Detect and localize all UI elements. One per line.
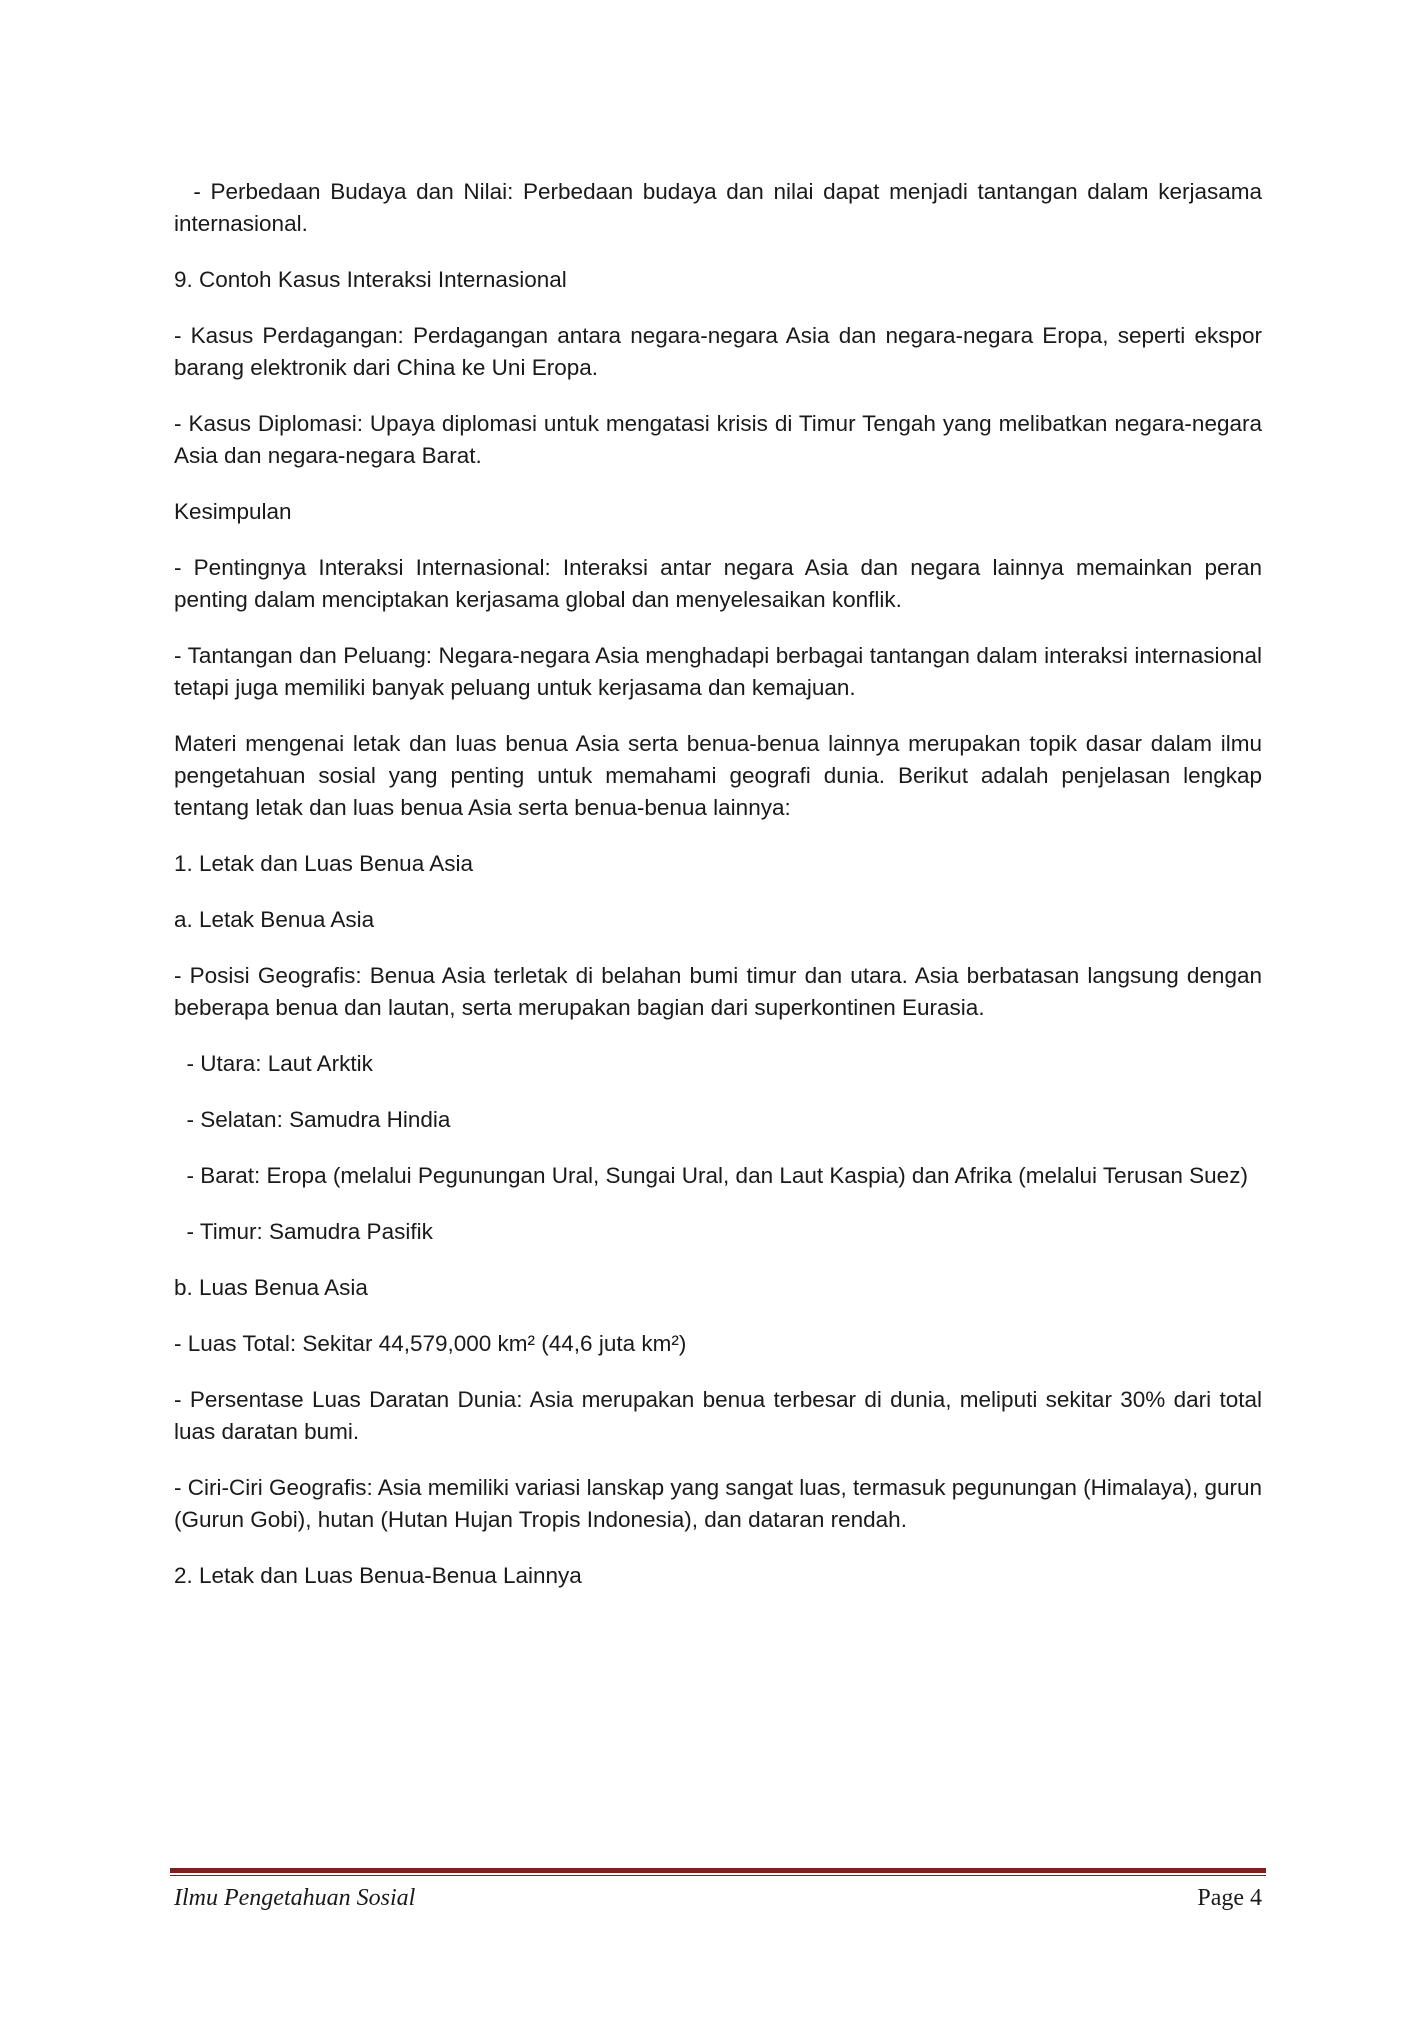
list-item: - Timur: Samudra Pasifik bbox=[174, 1219, 433, 1244]
paragraph: - Persentase Luas Daratan Dunia: Asia merupakan benua terbesar di dunia, meliputi sekitar 30% dari total luas daratan bumi. bbox=[174, 1387, 1262, 1444]
footer-divider-thick bbox=[170, 1868, 1266, 1873]
footer-divider bbox=[170, 1868, 1266, 1876]
page-body bbox=[174, 176, 1269, 1616]
paragraph: - Posisi Geografis: Benua Asia terletak di belahan bumi timur dan utara. Asia berbatasan langsung dengan beberapa benua dan lautan, serta merupakan bagian dari superkontinen Eurasia. bbox=[174, 963, 1262, 1020]
paragraph: Materi mengenai letak dan luas benua Asia serta benua-benua lainnya merupakan topik dasar dalam ilmu pengetahuan sosial yang penting untuk memahami geografi dunia. Berikut adalah penjelasan lengkap tentang letak dan luas benua Asia serta benua-benua lainnya: bbox=[174, 731, 1262, 820]
list-item: - Selatan: Samudra Hindia bbox=[174, 1107, 451, 1132]
list-item: - Barat: Eropa (melalui Pegunungan Ural, Sungai Ural, dan Laut Kaspia) dan Afrika (melalui Terusan Suez) bbox=[174, 1163, 1248, 1188]
list-item: - Utara: Laut Arktik bbox=[174, 1051, 373, 1076]
paragraph: - Ciri-Ciri Geografis: Asia memiliki variasi lanskap yang sangat luas, termasuk pegunungan (Himalaya), gurun (Gurun Gobi), hutan (Hutan Hujan Tropis Indonesia), dan dataran rendah. bbox=[174, 1475, 1262, 1532]
section-heading: Kesimpulan bbox=[174, 499, 292, 524]
paragraph: - Pentingnya Interaksi Internasional: Interaksi antar negara Asia dan negara lainnya memainkan peran penting dalam menciptakan kerjasama global dan menyelesaikan konflik. bbox=[174, 555, 1262, 612]
section-heading: 2. Letak dan Luas Benua-Benua Lainnya bbox=[174, 1563, 582, 1588]
footer-title: Ilmu Pengetahuan Sosial bbox=[174, 1885, 416, 1911]
paragraph: - Kasus Perdagangan: Perdagangan antara negara-negara Asia dan negara-negara Eropa, seperti ekspor barang elektronik dari China ke Uni Eropa. bbox=[174, 323, 1262, 380]
page-footer bbox=[174, 1882, 1262, 1914]
paragraph: - Kasus Diplomasi: Upaya diplomasi untuk mengatasi krisis di Timur Tengah yang melibatkan negara-negara Asia dan negara-negara Barat. bbox=[174, 411, 1262, 468]
paragraph: - Perbedaan Budaya dan Nilai: Perbedaan budaya dan nilai dapat menjadi tantangan dalam kerjasama internasional. bbox=[174, 179, 1269, 236]
section-heading: 1. Letak dan Luas Benua Asia bbox=[174, 851, 473, 876]
subsection-heading: a. Letak Benua Asia bbox=[174, 907, 375, 932]
section-heading: 9. Contoh Kasus Interaksi Internasional bbox=[174, 267, 567, 292]
page-number: Page 4 bbox=[1197, 1885, 1262, 1911]
footer-divider-thin bbox=[170, 1875, 1266, 1876]
paragraph: - Luas Total: Sekitar 44,579,000 km² (44,6 juta km²) bbox=[174, 1331, 687, 1356]
subsection-heading: b. Luas Benua Asia bbox=[174, 1275, 368, 1300]
paragraph: - Tantangan dan Peluang: Negara-negara Asia menghadapi berbagai tantangan dalam interaksi internasional tetapi juga memiliki banyak peluang untuk kerjasama dan kemajuan. bbox=[174, 643, 1262, 700]
